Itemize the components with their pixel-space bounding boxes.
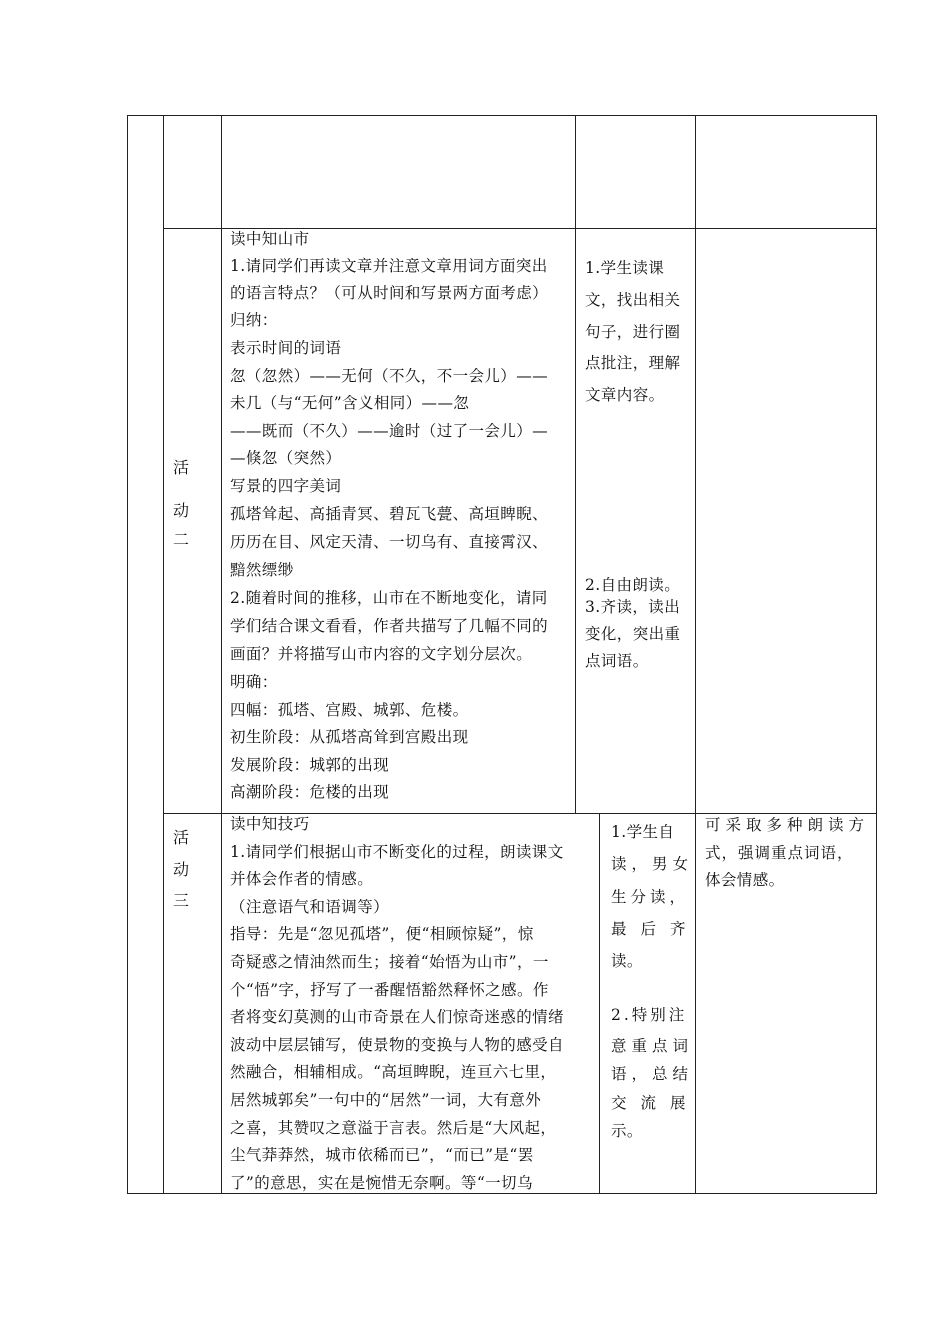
activity2-line: 2.随着时间的推移，山市在不断地变化，请同: [230, 589, 548, 607]
activity2-line: 1.请同学们再读文章并注意文章用词方面突出: [230, 257, 548, 275]
activity3-student-line: 意重点词: [611, 1037, 694, 1055]
activity3-line: 并体会作者的情感。: [230, 870, 374, 888]
activity2-line: 画面？并将描写山市内容的文字划分层次。: [230, 645, 533, 663]
activity3-line: 指导：先是“忽见孤塔”，便“相顾惊疑”，惊: [230, 925, 534, 943]
activity3-student-line: 1.学生自: [611, 823, 675, 841]
activity3-student-line: 语，总结: [611, 1065, 694, 1083]
activity3-note-line: 可采取多种朗读方: [705, 816, 870, 834]
activity2-student-line: 文章内容。: [585, 386, 665, 404]
activity2-label-char: 动: [173, 501, 190, 520]
activity2-student-line: 点批注，理解: [585, 354, 681, 372]
activity2-label-char: 二: [173, 530, 190, 549]
activity3-student-line: 最后齐: [611, 920, 700, 938]
activity3-line: 然融合，相辅相成。“高垣睥睨，连亘六七里，: [230, 1063, 557, 1081]
activity2-student-line: 1.学生读课: [585, 259, 665, 277]
activity2-line: —倏忽（突然）: [230, 449, 342, 467]
activity3-student-line: 生分读，: [611, 888, 690, 906]
activity3-label-char: 三: [173, 891, 190, 910]
activity2-line: 孤塔耸起、高插青冥、碧瓦飞甍、高垣睥睨、: [230, 505, 549, 523]
table-top-border: [127, 115, 877, 116]
activity2-line: 历历在目、风定天清、一切乌有、直接霄汉、: [230, 533, 549, 551]
activity3-line: 了”的意思，实在是惋惜无奈啊。等“一切乌: [230, 1174, 533, 1192]
activity3-student-line: 读。: [611, 952, 643, 970]
activity3-label-char: 活: [173, 828, 190, 847]
activity3-line: 个“悟”字，抒写了一番醒悟豁然释怀之感。作: [230, 981, 549, 999]
activity2-line: 学们结合课文看看，作者共描写了几幅不同的: [230, 617, 549, 635]
activity2-line: 四幅：孤塔、宫殿、城郭、危楼。: [230, 701, 469, 719]
activity2-line: 写景的四字美词: [230, 477, 342, 495]
column-divider-note-upper: [695, 115, 696, 813]
activity3-label-char: 动: [173, 860, 190, 879]
activity2-line: 归纳：: [230, 311, 278, 329]
activity3-note-line: 体会情感。: [705, 871, 785, 889]
activity2-line: 初生阶段：从孤塔高耸到宫殿出现: [230, 728, 469, 746]
activity3-student-line: 交流展: [611, 1094, 700, 1112]
activity2-line: 未几（与“无何”含义相同）——忽: [230, 394, 470, 412]
activity2-student-line: 点词语。: [585, 652, 649, 670]
activity2-line: 黯然缥缈: [230, 561, 294, 579]
activity3-student-line: 示。: [611, 1122, 643, 1140]
table-right-border: [876, 115, 877, 1194]
activity3-note-line: 式，强调重点词语，: [705, 844, 854, 862]
activity3-line: 读中知技巧: [230, 815, 310, 833]
activity2-label-char: 活: [173, 458, 190, 477]
column-divider-student-lower: [599, 813, 600, 1194]
activity2-student-line: 文，找出相关: [585, 291, 681, 309]
activity2-student-line: 句子，进行圈: [585, 323, 681, 341]
activity3-line: 者将变幻莫测的山市奇景在人们惊奇迷惑的情绪: [230, 1008, 564, 1026]
activity3-student-line: 读，男女: [611, 855, 694, 873]
activity3-line: 奇疑惑之情油然而生；接着“始悟为山市”，一: [230, 953, 549, 971]
activity3-line: 1.请同学们根据山市不断变化的过程，朗读课文: [230, 843, 564, 861]
column-divider-student-upper: [575, 115, 576, 813]
activity3-line: 波动中层层铺写，使景物的变换与人物的感受自: [230, 1036, 564, 1054]
activity3-line: 居然城郭矣”一句中的“居然”一词，大有意外: [230, 1091, 542, 1109]
table-left-border: [127, 115, 128, 1194]
activity3-line: 之喜，其赞叹之意溢于言表。然后是“大风起，: [230, 1119, 557, 1137]
activity2-line: 表示时间的词语: [230, 339, 342, 357]
activity2-line: 忽（忽然）——无何（不久，不一会儿）——: [230, 367, 549, 385]
activity2-student-line: 2.自由朗读。: [585, 576, 681, 594]
activity2-student-line: 3.齐读，读出: [585, 598, 681, 616]
activity2-line: 高潮阶段：危楼的出现: [230, 783, 390, 801]
column-divider-label: [163, 115, 164, 1194]
activity2-line: 明确：: [230, 673, 278, 691]
activity2-line: 读中知山市: [230, 230, 310, 248]
column-divider-note-lower: [695, 813, 696, 1194]
activity2-line: 发展阶段：城郭的出现: [230, 756, 390, 774]
activity3-student-line: 2.特别注: [611, 1006, 688, 1024]
activity3-line: 尘气莽莽然，城市依稀而已”，“而已”是“罢: [230, 1146, 534, 1164]
column-divider-content: [221, 115, 222, 1194]
activity2-line: ——既而（不久）——逾时（过了一会儿）—: [230, 422, 549, 440]
activity2-student-line: 变化，突出重: [585, 625, 681, 643]
activity3-line: （注意语气和语调等）: [230, 898, 390, 916]
activity2-line: 的语言特点？（可从时间和写景两方面考虑）: [230, 284, 549, 302]
